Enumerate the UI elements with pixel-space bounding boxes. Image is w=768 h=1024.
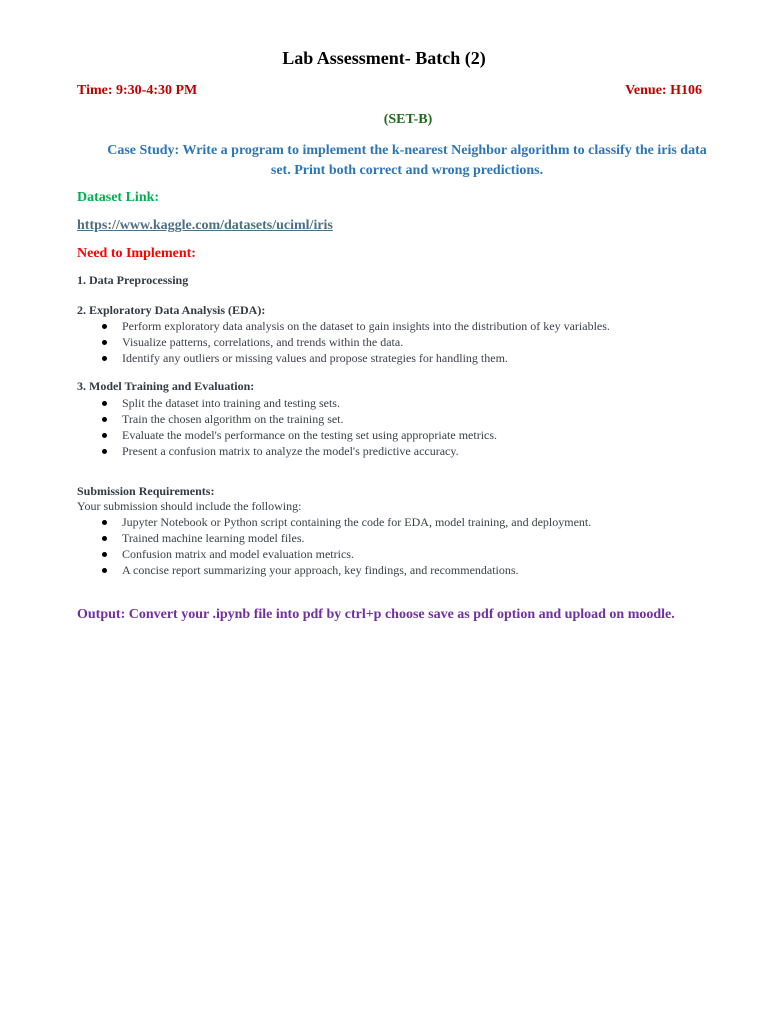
dataset-link[interactable]: https://www.kaggle.com/datasets/uciml/iris [77, 218, 333, 233]
bullet-icon [102, 568, 107, 573]
bullet-icon [102, 356, 107, 361]
list-item-text: Split the dataset into training and testing sets. [122, 396, 340, 410]
bullet-icon [102, 340, 107, 345]
section-eda-heading: 2. Exploratory Data Analysis (EDA): [77, 303, 266, 317]
model-training-bullet-list [77, 395, 497, 459]
list-item [77, 395, 497, 411]
submission-heading: Submission Requirements: [77, 484, 215, 498]
bullet-icon [102, 536, 107, 541]
case-study [77, 141, 737, 181]
submission-bullet-list [77, 514, 591, 578]
list-item [77, 318, 610, 334]
bullet-icon [102, 552, 107, 557]
list-item-text: Perform exploratory data analysis on the dataset to gain insights into the distribution of key variables. [122, 319, 610, 333]
submission-intro: Your submission should include the following: [77, 499, 302, 513]
venue-label: Venue: H106 [625, 83, 702, 98]
page-title: Lab Assessment- Batch (2) [282, 48, 486, 68]
need-to-implement-label: Need to Implement: [77, 246, 196, 261]
bullet-icon [102, 433, 107, 438]
output-instruction: Output: Convert your .ipynb file into pdf by ctrl+p choose save as pdf option and upload on moodle. [77, 607, 675, 622]
bullet-icon [102, 520, 107, 525]
list-item [77, 562, 591, 578]
list-item-text: A concise report summarizing your approach, key findings, and recommendations. [122, 563, 519, 577]
list-item-text: Trained machine learning model files. [122, 531, 305, 545]
bullet-icon [102, 324, 107, 329]
list-item-text: Jupyter Notebook or Python script containing the code for EDA, model training, and deployment. [122, 515, 592, 529]
list-item [77, 514, 591, 530]
list-item [77, 334, 610, 350]
set-label: (SET-B) [383, 112, 433, 127]
list-item [77, 427, 497, 443]
list-item-text: Confusion matrix and model evaluation metrics. [122, 547, 354, 561]
list-item [77, 350, 610, 366]
eda-bullet-list [77, 318, 610, 366]
list-item-text: Present a confusion matrix to analyze the model's predictive accuracy. [122, 444, 459, 458]
list-item-text: Visualize patterns, correlations, and trends within the data. [122, 335, 404, 349]
case-study-line-2: set. Print both correct and wrong predictions. [270, 163, 544, 178]
bullet-icon [102, 417, 107, 422]
list-item-text: Evaluate the model's performance on the testing set using appropriate metrics. [122, 428, 498, 442]
bullet-icon [102, 401, 107, 406]
case-study-line-1: Case Study: Write a program to implement the k-nearest Neighbor algorithm to classify the iris data [107, 143, 707, 158]
list-item [77, 530, 591, 546]
section-model-training-heading: 3. Model Training and Evaluation: [77, 379, 255, 393]
list-item-text: Identify any outliers or missing values and propose strategies for handling them. [122, 351, 508, 365]
time-label: Time: 9:30-4:30 PM [77, 83, 198, 98]
list-item [77, 443, 497, 459]
dataset-link-label: Dataset Link: [77, 190, 160, 205]
section-data-preprocessing-heading: 1. Data Preprocessing [77, 273, 189, 287]
list-item-text: Train the chosen algorithm on the training set. [122, 412, 344, 426]
list-item [77, 411, 497, 427]
list-item [77, 546, 591, 562]
bullet-icon [102, 449, 107, 454]
